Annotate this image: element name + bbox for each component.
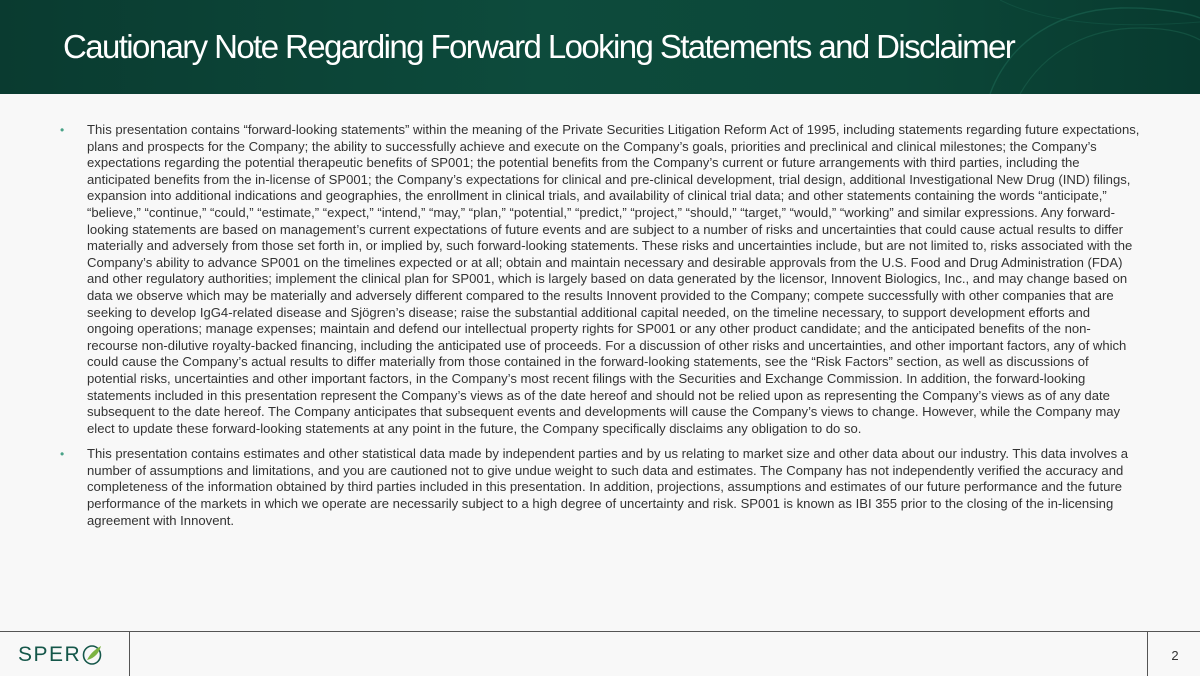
bullet-text-forward-looking: This presentation contains “forward-looking statements” within the meaning of the Private Securities Litigation Reform Act of 1995, including statements regarding future expectations, plans and prospects for the Company; the ability to successfully achieve and execute on the Company’s goals, priorities and preclinical and clinical milestones; the Company’s expectations regarding the potential therapeutic benefits of SP001; the potential benefits from the Company’s current or future arrangements with third parties, including the anticipated benefits from the in-license of SP001; the Company’s expectations for clinical and pre-clinical development, trial design, additional Investigational New Drug (IND) filings, expansion into additional indications and geographies, the enrollment in clinical trials, and availability of clinical trial data; and other statements containing the words “anticipate,” “believe,” “continue,” “could,” “estimate,” “expect,” “intend,” “may,” “plan,” “potential,” “predict,” “project,” “should,” “target,” “would,” “working” and similar expressions. Any forward-looking statements are based on management’s current expectations of future events and are subject to a number of risks and uncertainties that could cause actual results to differ materially and adversely from those set forth in, or implied by, such forward-looking statements. These risks and uncertainties include, but are not limited to, risks associated with the Company’s ability to advance SP001 on the timelines expected or at all; obtain and maintain necessary and desirable approvals from the U.S. Food and Drug Administration (FDA) and other regulatory authorities; implement the clinical plan for SP001, which is largely based on data generated by the licensor, Innovent Biologics, Inc., and may change based on data we observe which may be materially and adversely different compared to the results Innovent provided to the Company; compete successfully with other companies that are seeking to develop IgG4-related disease and Sjögren’s disease; raise the substantial additional capital needed, on the timeline necessary, to support development efforts and ongoing operations; manage expenses; maintain and defend our intellectual property rights for SP001 or any other product candidate; and the anticipated benefits of the non-recourse non-dilutive royalty-backed financing, including the anticipated use of proceeds. For a discussion of other risks and uncertainties, and other important factors, any of which could cause the Company’s actual results to differ materially from those contained in the forward-looking statements, see the “Risk Factors” section, as well as discussions of potential risks, uncertainties and other important factors, in the Company’s most recent filings with the Securities and Exchange Commission. In addition, the forward-looking statements included in this presentation represent the Company’s views as of the date hereof and should not be relied upon as representing the Company’s views as of any date subsequent to the date hereof. The Company anticipates that subsequent events and developments will cause the Company’s views to change. However, while the Company may elect to update these forward-looking statements at any point in the future, the Company specifically disclaims any obligation to do so. (87, 122, 1140, 436)
spero-logo (18, 644, 103, 666)
leaf-o-icon (81, 644, 103, 666)
logo-wordmark: SPER (18, 643, 82, 666)
bullet-item (60, 446, 1140, 529)
slide-footer (0, 631, 1200, 676)
disclaimer-body (60, 122, 1140, 538)
slide-title: Cautionary Note Regarding Forward Looking Statements and Disclaimer (63, 28, 1015, 65)
bullet-icon: • (60, 123, 65, 137)
footer-divider-left (129, 632, 130, 676)
bullet-item (60, 122, 1140, 437)
bullet-text-estimates: This presentation contains estimates and other statistical data made by independent parties and by us relating to market size and other data about our industry. This data involves a number of assumptions and limitations, and you are cautioned not to give undue weight to such data and estimates. The Company has not independently verified the accuracy and completeness of the information obtained by third parties included in this presentation. In addition, projections, assumptions and estimates of our future performance and the future performance of the markets in which we operate are necessarily subject to a high degree of uncertainty and risk. SP001 is known as IBI 355 prior to the closing of the in-licensing agreement with Innovent. (87, 446, 1129, 528)
bullet-icon: • (60, 447, 65, 462)
slide-header (0, 0, 1200, 94)
footer-divider-right (1147, 632, 1148, 676)
page-number: 2 (1171, 648, 1179, 663)
